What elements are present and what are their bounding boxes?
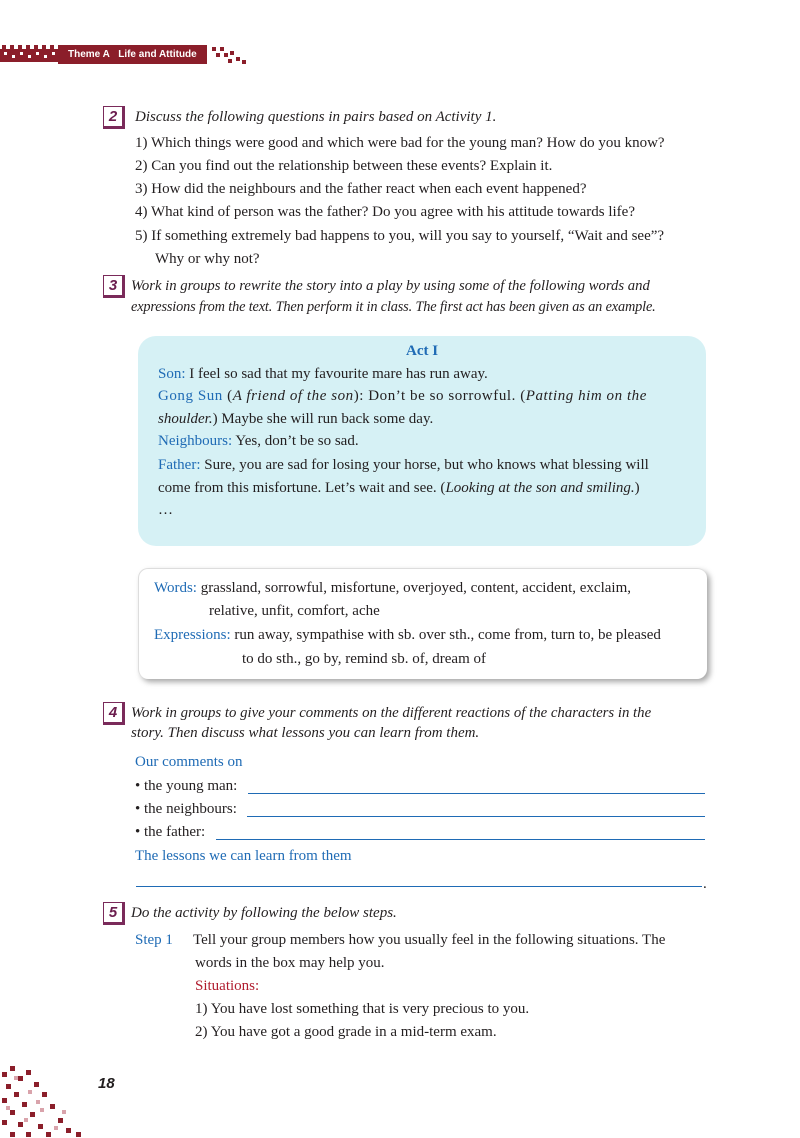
- header-theme-tag: [58, 45, 207, 64]
- situations-label: Situations:: [195, 978, 260, 994]
- situation-1: 1) You have lost something that is very precious to you.: [195, 1001, 530, 1017]
- comment-neighbours: [135, 798, 237, 820]
- step-1-text-2: words in the box may help you.: [195, 955, 385, 971]
- comment-young-man: [135, 775, 237, 797]
- expressions-list-2: to do sth., go by, remind sb. of, dream of: [242, 651, 486, 667]
- dialogue-neighbours: [158, 430, 359, 452]
- situation-2: 2) You have got a good grade in a mid-term exam.: [195, 1024, 497, 1040]
- comment-neighbours-blank[interactable]: [247, 802, 705, 817]
- comment-father: [135, 821, 205, 843]
- father-line-1: Sure, you are sad for losing your horse, but who knows what blessing will: [204, 457, 649, 473]
- activity-5-badge: 5: [103, 902, 125, 925]
- expressions-list-1: run away, sympathise with sb. over sth., come from, turn to, be pleased: [234, 627, 661, 643]
- activity-4-instruction-1: Work in groups to give your comments on the different reactions of the characters in the: [131, 705, 652, 721]
- footer-pixel-pattern: [0, 1062, 92, 1138]
- gong-line: Don’t be so sorrowful. (: [368, 388, 526, 404]
- header-title: Life and Attitude: [118, 49, 197, 60]
- act-title: Act I: [406, 343, 439, 359]
- lessons-blank[interactable]: [136, 872, 702, 887]
- dialogue-gong-sun: [158, 385, 647, 407]
- activity-2-question-2: 2) Can you find out the relationship between these events? Explain it.: [135, 158, 553, 174]
- gong-paren-close: ):: [353, 388, 364, 404]
- activity-3-instruction-1: Work in groups to rewrite the story into a play by using some of the following words and: [131, 278, 650, 294]
- comment-neighbours-label: • the neighbours:: [135, 801, 237, 817]
- expressions-label: Expressions:: [154, 627, 231, 643]
- words-line-1: [154, 577, 631, 599]
- expressions-line-1: [154, 624, 661, 646]
- activity-2-question-3: 3) How did the neighbours and the father react when each event happened?: [135, 181, 587, 197]
- activity-2-question-5-cont: Why or why not?: [155, 251, 260, 267]
- comment-father-label: • the father:: [135, 824, 206, 840]
- gong-paren-open: (: [227, 388, 233, 404]
- dialogue-father-cont: [158, 477, 640, 499]
- comments-heading: Our comments on: [135, 754, 243, 770]
- activity-3-badge: 3: [103, 275, 125, 298]
- son-line: I feel so sad that my favourite mare has run away.: [189, 366, 488, 382]
- gong-line-2: ) Maybe she will run back some day.: [212, 411, 434, 427]
- dialogue-father: [158, 454, 649, 476]
- lessons-heading: The lessons we can learn from them: [135, 848, 352, 864]
- words-label: Words:: [154, 580, 197, 596]
- neighbours-line: Yes, don’t be so sad.: [235, 433, 359, 449]
- speaker-son: Son:: [158, 366, 186, 382]
- words-list-2: relative, unfit, comfort, ache: [209, 603, 380, 619]
- speaker-father: Father:: [158, 457, 201, 473]
- dialogue-ellipsis: …: [158, 502, 173, 518]
- words-list-1: grassland, sorrowful, misfortune, overjoyed, content, accident, exclaim,: [200, 580, 632, 596]
- dialogue-gong-sun-cont: [158, 408, 433, 430]
- activity-5-instruction: Do the activity by following the below steps.: [131, 905, 397, 921]
- activity-2-question-5: 5) If something extremely bad happens to you, will you say to yourself, “Wait and see”?: [135, 228, 665, 244]
- activity-2-instruction: Discuss the following questions in pairs based on Activity 1.: [135, 109, 497, 125]
- activity-2-question-1: 1) Which things were good and which were bad for the young man? How do you know?: [135, 135, 665, 151]
- comment-young-man-label: • the young man:: [135, 778, 238, 794]
- activity-2-question-4: 4) What kind of person was the father? Do you agree with his attitude towards life?: [135, 204, 635, 220]
- step-1-text-1: Tell your group members how you usually feel in the following situations. The: [193, 932, 666, 948]
- gong-desc: A friend of the son: [232, 388, 354, 404]
- dialogue-son: [158, 363, 488, 385]
- gong-action: Patting him on the: [525, 388, 647, 404]
- activity-2-badge: 2: [103, 106, 125, 129]
- lessons-period: .: [703, 876, 707, 892]
- speaker-gong-sun: Gong Sun: [158, 388, 223, 404]
- page-number: 18: [98, 1075, 115, 1092]
- activity-4-badge: 4: [103, 702, 125, 725]
- comment-father-blank[interactable]: [216, 825, 705, 840]
- header-theme: Theme A: [68, 49, 110, 60]
- gong-action-2: shoulder.: [158, 411, 213, 427]
- father-action: Looking at the son and smiling.: [445, 480, 635, 496]
- activity-3-instruction-2: expressions from the text. Then perform it in class. The first act has been given as an example.: [131, 299, 656, 315]
- comment-young-man-blank[interactable]: [248, 779, 705, 794]
- activity-4-instruction-2: story. Then discuss what lessons you can learn from them.: [131, 725, 480, 741]
- step-1-label: Step 1: [135, 932, 173, 948]
- speaker-neighbours: Neighbours:: [158, 433, 233, 449]
- father-line-2: come from this misfortune. Let’s wait and see. (: [158, 480, 446, 496]
- father-close: ): [634, 480, 640, 496]
